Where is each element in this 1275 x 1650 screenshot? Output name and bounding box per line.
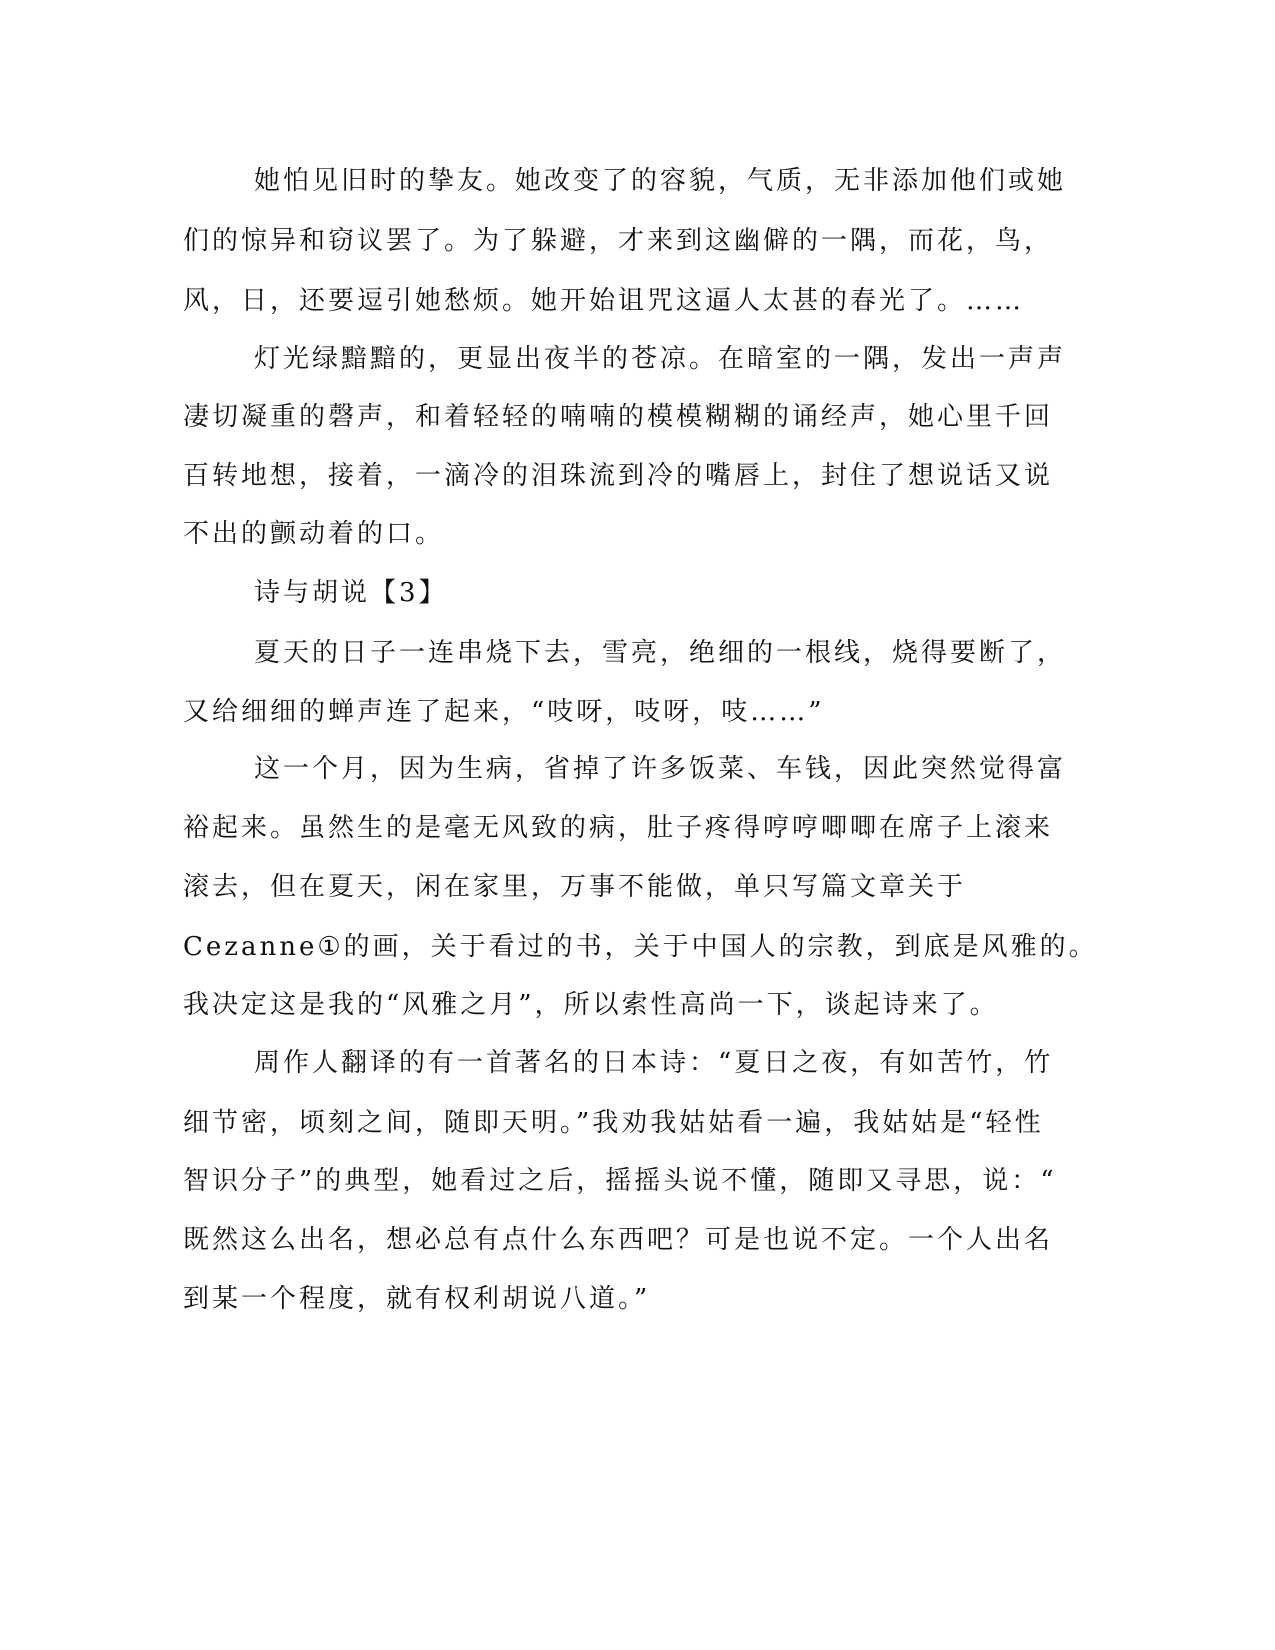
text-line: 到某一个程度，就有权利胡说八道。” <box>183 1284 651 1314</box>
text-line: 我决定这是我的“风雅之月”，所以索性高尚一下，谈起诗来了。 <box>183 990 999 1020</box>
text-line: 细节密，顷刻之间，随即天明。”我劝我姑姑看一遍，我姑姑是“轻性 <box>183 1108 1044 1138</box>
text-line: 裕起来。虽然生的是毫无风致的病，肚子疼得哼哼唧唧在席子上滚来 <box>183 813 1054 843</box>
text-line: 滚去，但在夏天，闲在家里，万事不能做，单只写篇文章关于 <box>183 872 967 902</box>
text-line: 百转地想，接着，一滴冷的泪珠流到冷的嘴唇上，封住了想说话又说 <box>183 461 1054 491</box>
section-heading: 诗与胡说【3】 <box>254 578 448 608</box>
text-line: 她怕见旧时的挚友。她改变了的容貌，气质，无非添加他们或她 <box>254 166 1067 196</box>
text-line: 又给细细的蝉声连了起来，“吱呀，吱呀，吱……” <box>183 697 825 727</box>
text-line: Cezanne①的画，关于看过的书，关于中国人的宗教，到底是风雅的。 <box>183 932 1098 962</box>
text-line: 凄切凝重的磬声，和着轻轻的喃喃的模模糊糊的诵经声，她心里千回 <box>183 402 1054 432</box>
text-line: 风，日，还要逗引她愁烦。她开始诅咒这逼人太甚的春光了。…… <box>183 286 1025 316</box>
text-line: 们的惊异和窃议罢了。为了躲避，才来到这幽僻的一隅，而花，鸟， <box>183 226 1054 256</box>
text-line: 灯光绿黯黯的，更显出夜半的苍凉。在暗室的一隅，发出一声声 <box>254 344 1067 374</box>
text-line: 智识分子”的典型，她看过之后，摇摇头说不懂，随即又寻思，说：“ <box>183 1166 1057 1196</box>
text-line: 周作人翻译的有一首著名的日本诗：“夏日之夜，有如苦竹，竹 <box>254 1048 1054 1078</box>
text-line: 不出的颤动着的口。 <box>183 519 445 549</box>
text-line: 夏天的日子一连串烧下去，雪亮，绝细的一根线，烧得要断了， <box>254 638 1067 668</box>
text-line: 这一个月，因为生病，省掉了许多饭菜、车钱，因此突然觉得富 <box>254 754 1067 784</box>
text-line: 既然这么出名，想必总有点什么东西吧？可是也说不定。一个人出名 <box>183 1225 1054 1255</box>
